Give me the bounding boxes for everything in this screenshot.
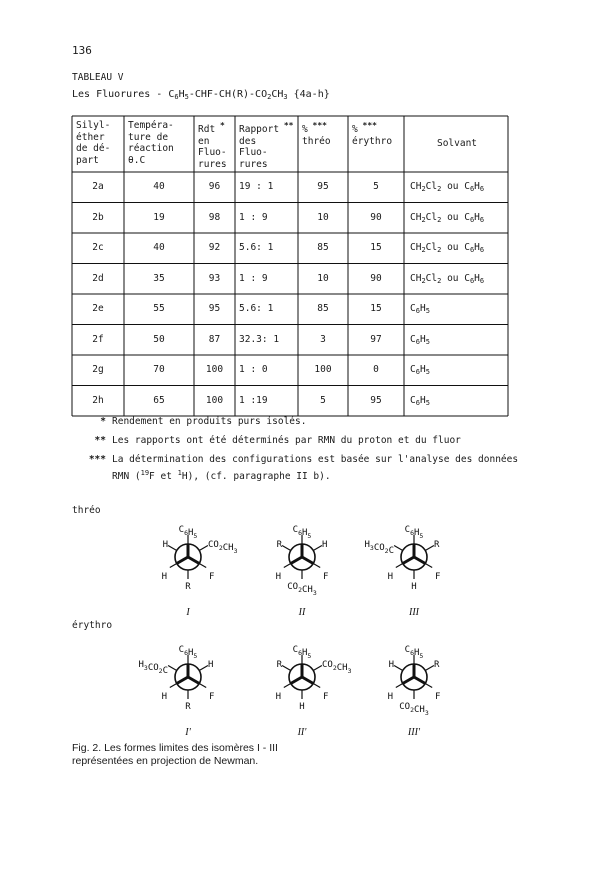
- newman-substituent-top: $C_6H_5$: [292, 525, 312, 540]
- table-cell-threo: 85: [317, 242, 329, 253]
- newman-substituent-upper-right: H: [322, 540, 328, 550]
- page-number: 136: [72, 44, 92, 57]
- newman-bond-lower-left: [284, 684, 291, 688]
- column-header-line: Silyl-: [76, 120, 111, 131]
- table-cell-temp: 19: [153, 211, 165, 223]
- newman-substituent-lower-right: F: [323, 572, 329, 582]
- newman-bond-upper-left: [394, 546, 403, 551]
- table-cell-solvent: $C_6H_5$: [410, 303, 430, 315]
- caption-line-1: Fig. 2. Les formes limites des isomères I - III: [72, 742, 278, 754]
- table-cell-rdt: 100: [205, 364, 224, 375]
- table-cell-ether: 2g: [92, 364, 104, 375]
- table-cell-temp: 35: [153, 272, 165, 284]
- column-header-line: Solvant: [436, 138, 478, 149]
- newman-substituent-bottom: $CO_2CH_3$: [399, 702, 429, 717]
- table-cell-ratio: 5.6: 1: [239, 303, 274, 314]
- newman-substituent-lower-right: F: [435, 572, 441, 582]
- table-cell-ratio: 1 : 0: [239, 364, 268, 375]
- column-header-line: % ***: [302, 121, 327, 135]
- newman-substituent-upper-right: R: [434, 540, 440, 550]
- newman-substituent-bottom: R: [185, 582, 191, 592]
- column-header-line: Tempéra-: [128, 120, 174, 131]
- threo-label: thréo: [72, 505, 101, 516]
- column-header-line: Rapport **: [239, 121, 294, 135]
- newman-bond-lower-right: [313, 684, 320, 688]
- newman-structure-label: III': [407, 727, 421, 738]
- table-cell-erythro: 90: [370, 272, 382, 284]
- newman-structure-label: III: [409, 607, 419, 618]
- table-cell-solvent: $CH_2Cl_2$ ou $C_6H_6$: [410, 242, 485, 254]
- newman-substituent-upper-left: $H_3CO_2C$: [364, 540, 394, 556]
- footnote-mark: *: [100, 416, 106, 427]
- newman-substituent-top: $C_6H_5$: [292, 645, 312, 660]
- table-cell-erythro: 15: [370, 303, 382, 314]
- table-cell-rdt: 96: [208, 181, 221, 192]
- footnote-mark: **: [94, 435, 106, 446]
- table-title-formula: $C_6H_5-CHF-CH(R)-CO_2CH_3$: [168, 89, 288, 101]
- table-cell-erythro: 15: [370, 242, 382, 253]
- table-cell-threo: 100: [314, 364, 332, 375]
- table-cell-threo: 3: [320, 333, 326, 345]
- table-cell-temp: 40: [153, 181, 165, 192]
- footnote-text: Les rapports ont été déterminés par RMN du proton et du fluor: [112, 435, 461, 446]
- column-header-mark: ***: [307, 121, 327, 130]
- table-cell-ether: 2h: [92, 394, 104, 406]
- newman-structure-label: II': [297, 727, 307, 738]
- table-cell-solvent: $C_6H_5$: [410, 333, 430, 346]
- newman-substituent-bottom: H: [411, 582, 417, 592]
- newman-substituent-bottom: $CO_2CH_3$: [287, 582, 317, 597]
- newman-substituent-lower-left: H: [275, 572, 281, 582]
- newman-bond-upper-left: [282, 666, 291, 671]
- table-cell-solvent: $C_6H_5$: [410, 394, 430, 407]
- newman-substituent-upper-right: R: [434, 660, 440, 670]
- table-cell-temp: 70: [153, 364, 165, 375]
- newman-substituent-top: $C_6H_5$: [404, 525, 424, 540]
- column-header-line: réaction: [128, 143, 174, 154]
- table-cell-temp: 50: [153, 333, 165, 345]
- newman-substituent-lower-right: F: [209, 572, 215, 582]
- newman-substituent-upper-left: H: [388, 660, 394, 670]
- newman-substituent-lower-left: H: [161, 572, 167, 582]
- table-cell-threo: 5: [320, 394, 326, 406]
- footnote-text: La détermination des configurations est basée sur l'analyse des données: [112, 454, 519, 465]
- table-cell-solvent: $CH_2Cl_2$ ou $C_6H_6$: [410, 211, 485, 224]
- table-cell-erythro: 0: [373, 364, 379, 375]
- table-cell-erythro: 5: [373, 181, 379, 192]
- newman-substituent-upper-left: R: [276, 660, 282, 670]
- table-cell-threo: 10: [317, 211, 329, 223]
- table-cell-threo: 85: [317, 303, 329, 314]
- table-cell-rdt: 100: [205, 394, 224, 406]
- newman-bond-lower-left: [396, 564, 403, 568]
- newman-bond-lower-left: [170, 684, 177, 688]
- column-header-line: part: [76, 154, 99, 166]
- caption-line-2: représentées en projection de Newman.: [72, 754, 259, 767]
- table-cell-ether: 2b: [92, 211, 104, 223]
- newman-substituent-upper-left: R: [276, 540, 282, 550]
- newman-structure-label: I: [186, 607, 190, 618]
- newman-substituent-upper-right: H: [208, 660, 214, 670]
- newman-substituent-lower-left: H: [387, 692, 393, 702]
- newman-bond-upper-left: [394, 666, 403, 671]
- column-header-line: thréo: [302, 135, 331, 147]
- column-header-line: % ***: [352, 121, 377, 135]
- newman-bond-upper-left: [168, 546, 177, 551]
- table-cell-temp: 55: [153, 303, 165, 314]
- table-label: TABLEAU V: [72, 72, 124, 83]
- newman-bond-lower-right: [199, 564, 206, 568]
- footnote-continuation: RMN ($^{19}$F et $^1$H), (cf. paragraphe II b).: [112, 469, 331, 482]
- table-cell-ether: 2d: [92, 272, 104, 284]
- table-cell-solvent: $C_6H_5$: [410, 364, 430, 376]
- column-header-line: Rdt *: [198, 121, 225, 135]
- newman-bond-upper-right: [313, 666, 322, 671]
- table-cell-ether: 2c: [92, 242, 104, 253]
- table-cell-ratio: 19 : 1: [239, 181, 274, 192]
- table-title-suffix: {4a-h}: [293, 89, 330, 100]
- table-cell-ratio: 1 : 9: [239, 211, 268, 223]
- column-header-line: en: [198, 135, 210, 147]
- table-cell-erythro: 97: [370, 333, 382, 345]
- column-header-line: de dé-: [76, 143, 111, 154]
- table-cell-solvent: $CH_2Cl_2$ ou $C_6H_6$: [410, 272, 485, 285]
- newman-bond-upper-right: [425, 666, 434, 671]
- table-cell-erythro: 95: [370, 394, 382, 406]
- table-cell-rdt: 95: [208, 303, 221, 314]
- newman-bond-lower-right: [199, 684, 206, 688]
- table-cell-temp: 65: [153, 394, 165, 406]
- column-header-line: Fluo-: [239, 147, 268, 158]
- table-cell-rdt: 87: [208, 333, 221, 345]
- newman-bond-upper-right: [313, 546, 322, 551]
- table-cell-threo: 95: [317, 181, 329, 192]
- table-cell-rdt: 93: [208, 272, 221, 284]
- newman-bond-upper-right: [199, 666, 208, 671]
- table-cell-solvent: $CH_2Cl_2$ ou $C_6H_6$: [410, 181, 485, 193]
- erythro-label: érythro: [72, 620, 113, 631]
- newman-structure-label: II: [298, 607, 306, 618]
- newman-substituent-lower-right: F: [435, 692, 441, 702]
- newman-substituent-lower-right: F: [209, 692, 215, 702]
- table-cell-ratio: 1 : 9: [239, 272, 268, 284]
- newman-bond-lower-right: [313, 564, 320, 568]
- newman-bond-lower-left: [170, 564, 177, 568]
- newman-substituent-top: $C_6H_5$: [178, 645, 198, 660]
- newman-bond-lower-left: [396, 684, 403, 688]
- newman-bond-upper-left: [282, 546, 291, 551]
- column-header-line: rures: [239, 158, 268, 170]
- column-header-line: ture de: [128, 131, 169, 143]
- table-cell-ratio: 32.3: 1: [239, 333, 280, 345]
- column-header-mark: **: [279, 121, 294, 130]
- table-cell-ratio: 1 :19: [239, 394, 268, 406]
- newman-substituent-upper-left: $H_3CO_2C$: [138, 660, 168, 676]
- table-cell-ether: 2a: [92, 181, 104, 192]
- column-header-line: θ.C: [128, 154, 146, 166]
- newman-substituent-lower-left: H: [161, 692, 167, 702]
- table-cell-threo: 10: [317, 272, 329, 284]
- newman-bond-upper-left: [168, 666, 177, 671]
- newman-bond-lower-left: [284, 564, 291, 568]
- figure-caption: [72, 742, 278, 767]
- newman-substituent-upper-left: H: [162, 540, 168, 550]
- column-header-line: des: [239, 135, 257, 147]
- newman-substituent-lower-left: H: [387, 572, 393, 582]
- column-header-line: Fluo-: [198, 147, 227, 158]
- newman-substituent-bottom: H: [299, 702, 305, 712]
- newman-substituent-bottom: R: [185, 702, 191, 712]
- column-header-mark: *: [215, 121, 225, 130]
- column-header-line: érythro: [352, 135, 393, 147]
- table-cell-ratio: 5.6: 1: [239, 242, 274, 253]
- newman-bond-lower-right: [425, 684, 432, 688]
- column-header-mark: ***: [357, 121, 377, 130]
- newman-substituent-upper-right: $CO_2CH_3$: [322, 660, 352, 675]
- table-cell-rdt: 92: [208, 242, 221, 253]
- newman-substituent-top: $C_6H_5$: [404, 645, 424, 660]
- table-cell-erythro: 90: [370, 211, 382, 223]
- newman-bond-lower-right: [425, 564, 432, 568]
- footnote-mark: ***: [88, 454, 106, 465]
- table-cell-ether: 2e: [92, 303, 104, 314]
- column-header-line: rures: [198, 158, 227, 170]
- newman-substituent-lower-right: F: [323, 692, 329, 702]
- table-title-prefix: Les Fluorures -: [72, 89, 169, 100]
- newman-substituent-lower-left: H: [275, 692, 281, 702]
- newman-substituent-upper-right: $CO_2CH_3$: [208, 540, 238, 555]
- newman-substituent-top: $C_6H_5$: [178, 525, 198, 540]
- footnote-text: Rendement en produits purs isolés.: [112, 416, 307, 427]
- table-cell-temp: 40: [153, 242, 165, 253]
- newman-bond-upper-right: [199, 546, 208, 551]
- newman-structure-label: I': [185, 727, 191, 738]
- table-cell-ether: 2f: [92, 333, 104, 345]
- newman-bond-upper-right: [425, 546, 434, 551]
- table-cell-rdt: 98: [208, 211, 221, 223]
- column-header-line: éther: [76, 131, 105, 143]
